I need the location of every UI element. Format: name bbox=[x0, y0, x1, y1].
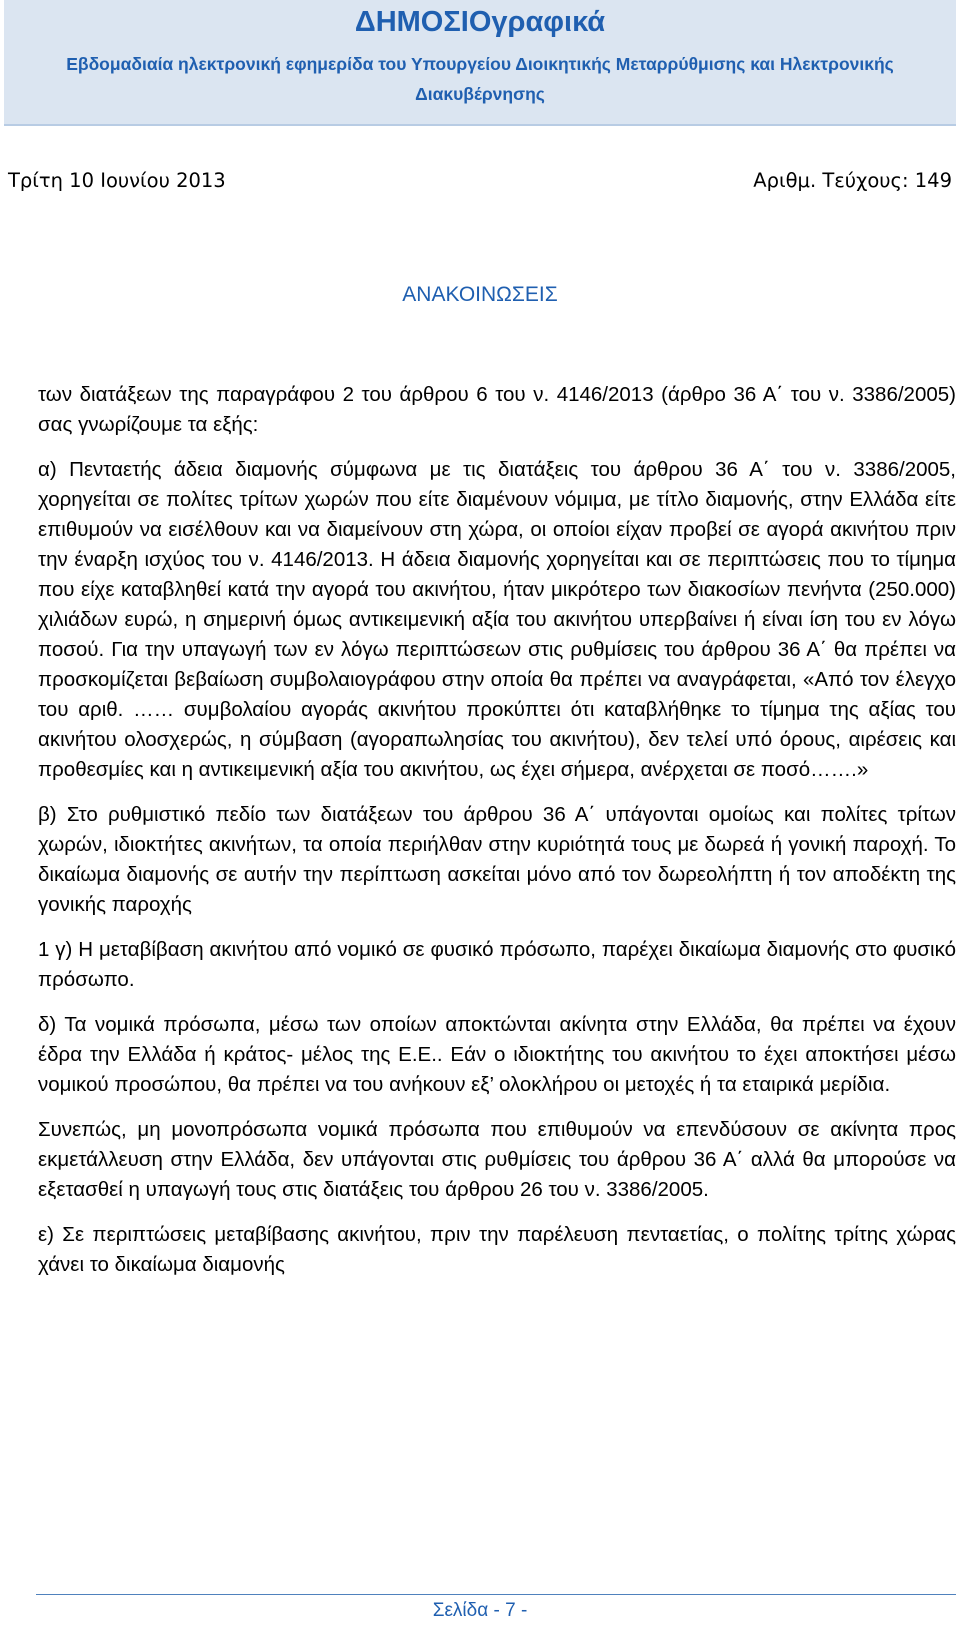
newsletter-title: ΔΗΜΟΣΙΟγραφικά bbox=[354, 6, 606, 38]
footer-divider bbox=[36, 1594, 956, 1595]
page-number: Σελίδα - 7 - bbox=[432, 1600, 528, 1621]
issue-info bbox=[8, 166, 952, 196]
conclusion-paragraph: Συνεπώς, μη μονοπρόσωπα νομικά πρόσωπα που επιθυμούν να επενδύσουν σε ακίνητα προς εκμετάλλευση στην Ελλάδα, δεν υπάγονται στις ρυθμίσεις του άρθρου 36 Α΄ αλλά θα μπορούσε να εξετασθεί η υπαγωγή τους στις διατάξεις του άρθρου 26 του ν. 3386/2005. bbox=[38, 1118, 956, 1201]
paragraph-c: 1 γ) Η μεταβίβαση ακινήτου από νομικό σε φυσικό πρόσωπο, παρέχει δικαίωμα διαμονής στο φυσικό πρόσωπο. bbox=[38, 938, 956, 991]
paragraph-a: α) Πενταετής άδεια διαμονής σύμφωνα με τις διατάξεις του άρθρου 36 Α΄ του ν. 3386/2005, χορηγείται σε πολίτες τρίτων χωρών που είτε διαμένουν νόμιμα, με τίτλο διαμονής, στην Ελλάδα είτε επιθυμούν να εισέλθουν και να διαμείνουν στη χώρα, οι οποίοι είχαν προβεί σε αγορά ακινήτου πριν την έναρξη ισχύος του ν. 4146/2013. Η άδεια διαμονής χορηγείται και σε περιπτώσεις που το τίμημα που είχε καταβληθεί κατά την αγορά του ακινήτου, ήταν μικρότερο των διακοσίων πενήντα (250.000) χιλιάδων ευρώ, η σημερινή όμως αντικειμενική αξία του ακινήτου υπερβαίνει ή είναι ίση του εν λόγω ποσού. Για την υπαγωγή των εν λόγω περιπτώσεων στις ρυθμίσεις του άρθρου 36 Α΄ θα πρέπει να προσκομίζεται βεβαίωση συμβολαιογράφου στην οποία θα πρέπει να αναγράφεται, «Από τον έλεγχο του αριθ. …… συμβολαίου αγοράς ακινήτου προκύπτει ότι καταβλήθηκε το τίμημα της αξίας του ακινήτου ολοσχερώς, η σύμβαση (αγοραπωλησίας του ακινήτου), δεν τελεί υπό όρους, αιρέσεις και προθεσμίες και η αντικειμενική αξία του ακινήτου, ως έχει σήμερα, ανέρχεται σε ποσό…….» bbox=[38, 458, 956, 781]
intro-paragraph: των διατάξεων της παραγράφου 2 του άρθρου 6 του ν. 4146/2013 (άρθρο 36 Α΄ του ν. 3386/2005) σας γνωρίζουμε τα εξής: bbox=[38, 383, 956, 436]
paragraph-d: δ) Τα νομικά πρόσωπα, μέσω των οποίων αποκτώνται ακίνητα στην Ελλάδα, θα πρέπει να έχουν έδρα την Ελλάδα ή κράτος- μέλος της Ε.Ε.. Εάν ο ιδιοκτήτης του ακινήτου το έχει αποκτήσει μέσω νομικού προσώπου, θα πρέπει να του ανήκουν εξ’ ολοκλήρου οι μετοχές ή τα εταιρικά μερίδια. bbox=[38, 1013, 956, 1096]
newsletter-subtitle: Εβδομαδιαία ηλεκτρονική εφημερίδα του Υπουργείου Διοικητικής Μεταρρύθμισης και Ηλεκτρονικής Διακυβέρνησης bbox=[66, 54, 894, 104]
announcement-body bbox=[38, 380, 956, 1295]
paragraph-b: β) Στο ρυθμιστικό πεδίο των διατάξεων του άρθρου 36 Α΄ υπάγονται ομοίως και πολίτες τρίτων χωρών, ιδιοκτήτες ακινήτων, τα οποία περιήλθαν στην κυριότητά τους με δωρεά ή γονική παροχή. Το δικαίωμα διαμονής σε αυτήν την περίπτωση ασκείται μόνο από τον δωρεολήπτη ή τον αποδέκτη της γονικής παροχής bbox=[38, 803, 956, 916]
paragraph-e: ε) Σε περιπτώσεις μεταβίβασης ακινήτου, πριν την παρέλευση πενταετίας, ο πολίτης τρίτης χώρας χάνει το δικαίωμα διαμονής bbox=[38, 1223, 956, 1276]
issue-date: Τρίτη 10 Ιουνίου 2013 bbox=[8, 169, 226, 192]
newsletter-banner bbox=[4, 0, 956, 126]
issue-number: Αριθμ. Τεύχους: 149 bbox=[753, 169, 952, 192]
section-title: ΑΝΑΚΟΙΝΩΣΕΙΣ bbox=[402, 283, 558, 306]
